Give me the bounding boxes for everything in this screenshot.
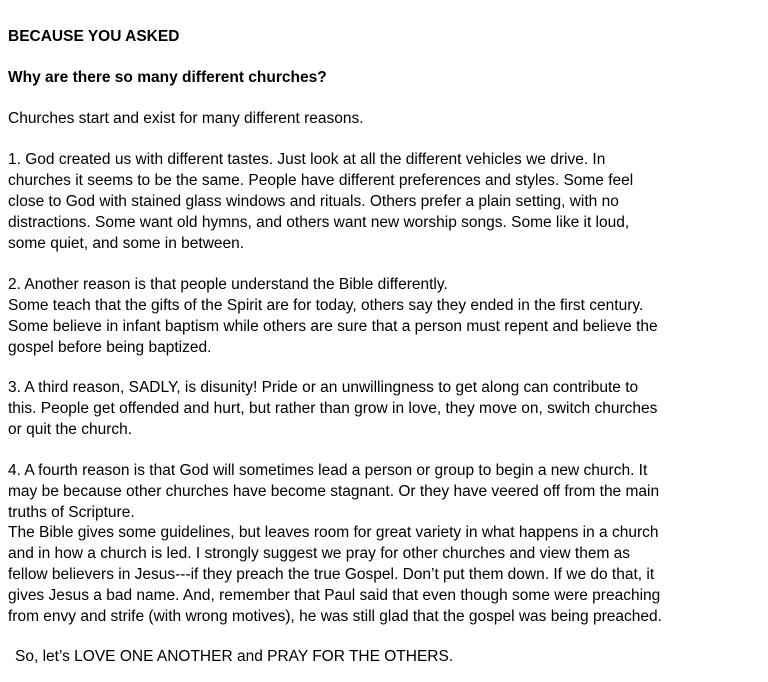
paragraph-line: this. People get offended and hurt, but rather than grow in love, they move on, switch churches (8, 400, 658, 417)
paragraph-line: close to God with stained glass windows and rituals. Others prefer a plain setting, with no (8, 193, 619, 210)
paragraph-line: truths of Scripture. (8, 504, 135, 521)
paragraph-line: and in how a church is led. I strongly suggest we pray for other churches and view them as (8, 545, 631, 562)
paragraph-line: some quiet, and some in between. (8, 235, 245, 252)
paragraph-line: may be because other churches have become stagnant. Or they have veered off from the main (8, 483, 660, 500)
paragraph-line: The Bible gives some guidelines, but leaves room for great variety in what happens in a church (8, 524, 659, 541)
paragraph-line: 4. A fourth reason is that God will sometimes lead a person or group to begin a new church. It (8, 462, 648, 479)
paragraph-line: gospel before being baptized. (8, 339, 212, 356)
document-heading: BECAUSE YOU ASKED (8, 28, 180, 45)
paragraph-line: 2. Another reason is that people understand the Bible differently. (8, 276, 448, 293)
paragraph-line: 3. A third reason, SADLY, is disunity! Pride or an unwillingness to get along can contribute to (8, 379, 639, 396)
paragraph-line: 1. God created us with different tastes. Just look at all the different vehicles we drive. In (8, 151, 606, 168)
paragraph-line: gives Jesus a bad name. And, remember that Paul said that even though some were preaching (8, 587, 661, 604)
paragraph-line: fellow believers in Jesus---if they preach the true Gospel. Don’t put them down. If we do that, it (8, 566, 655, 583)
paragraph-line: distractions. Some want old hymns, and others want new worship songs. Some like it loud, (8, 214, 630, 231)
paragraph-line: Some teach that the gifts of the Spirit are for today, others say they ended in the first century. (8, 297, 644, 314)
intro-paragraph: Churches start and exist for many different reasons. (8, 110, 364, 127)
paragraph-line: churches it seems to be the same. People have different preferences and styles. Some feel (8, 172, 634, 189)
closing-line: So, let’s LOVE ONE ANOTHER and PRAY FOR THE OTHERS. (15, 648, 454, 665)
paragraph-line: or quit the church. (8, 421, 133, 438)
document-question: Why are there so many different churches? (8, 69, 327, 86)
paragraph-line: Some believe in infant baptism while others are sure that a person must repent and believe the (8, 318, 658, 335)
paragraph-line: from envy and strife (with wrong motives), he was still glad that the gospel was being preached. (8, 608, 662, 625)
